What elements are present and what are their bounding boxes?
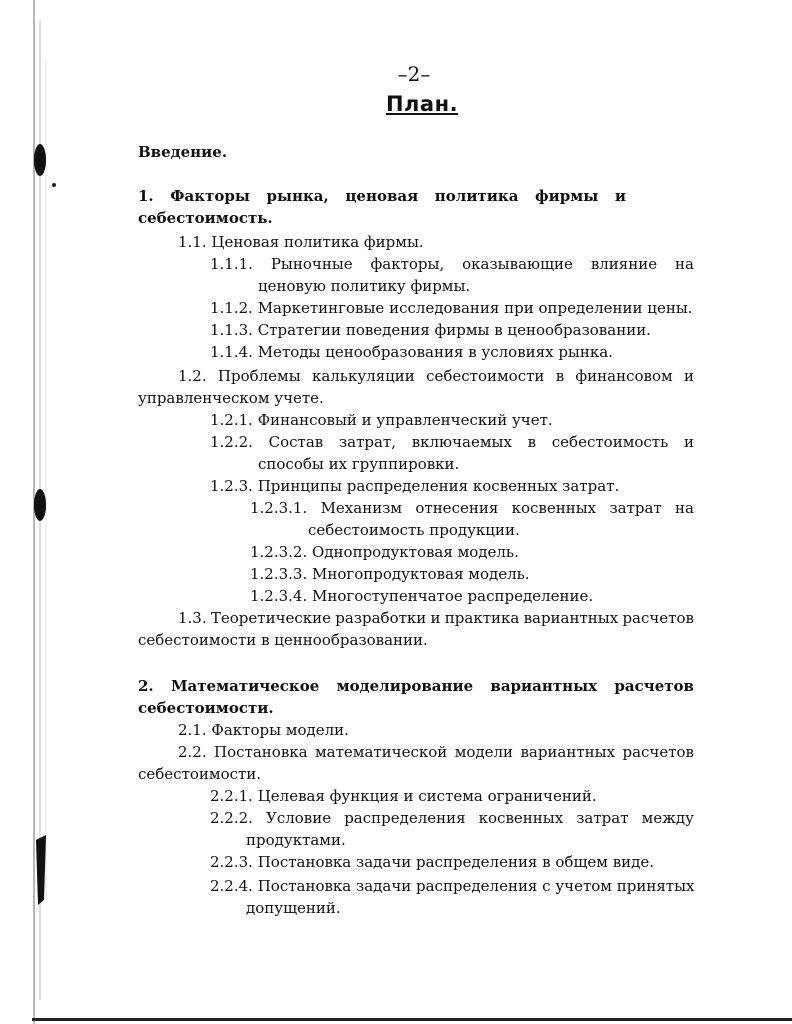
toc-item-1-2-3: 1.2.3. Принципы распределения косвенных затрат. — [210, 477, 620, 495]
toc-item-1-2-3-1-cont: себестоимость продукции. — [308, 521, 520, 539]
toc-item-2-2-1: 2.2.1. Целевая функция и система ограничений. — [210, 787, 597, 805]
toc-item-2-2-2: 2.2.2. Условие распределения косвенных затрат между — [210, 809, 694, 827]
toc-item-1-2: 1.2. Проблемы калькуляции себестоимости в финансовом и — [178, 367, 694, 385]
chapter1-heading-cont: себестоимость. — [138, 209, 273, 227]
chapter2-heading: 2. Математическое моделирование вариантных расчетов — [138, 677, 694, 695]
toc-item-1-1-4: 1.1.4. Методы ценообразования в условиях рынка. — [210, 343, 613, 361]
toc-item-2-1: 2.1. Факторы модели. — [178, 721, 349, 739]
toc-item-1-1-2: 1.1.2. Маркетинговые исследования при определении цены. — [210, 299, 693, 317]
toc-item-2-2: 2.2. Постановка математической модели вариантных расчетов — [178, 743, 694, 761]
toc-item-1-2-3-2: 1.2.3.2. Однопродуктовая модель. — [250, 543, 519, 561]
toc-item-2-2-cont: себестоимости. — [138, 765, 262, 783]
toc-item-1-2-3-4: 1.2.3.4. Многоступенчатое распределение. — [250, 587, 594, 605]
toc-item-1-2-3-3: 1.2.3.3. Многопродуктовая модель. — [250, 565, 530, 583]
toc-item-1-3-cont: себестоимости в ценнообразовании. — [138, 631, 428, 649]
toc-item-1-1-1: 1.1.1. Рыночные факторы, оказывающие влияние на — [210, 255, 694, 273]
toc-item-2-2-2-cont: продуктами. — [246, 831, 346, 849]
introduction-heading: Введение. — [138, 143, 228, 161]
toc-item-1-2-cont: управленческом учете. — [138, 389, 324, 407]
toc-item-2-2-4: 2.2.4. Постановка задачи распределения с учетом принятых — [210, 877, 695, 895]
toc-item-2-2-4-cont: допущений. — [246, 899, 341, 917]
chapter1-heading: 1. Факторы рынка, ценовая политика фирмы и — [138, 187, 626, 205]
toc-item-1-2-2-cont: способы их группировки. — [258, 455, 460, 473]
page-title: План. — [385, 92, 459, 116]
toc-item-2-2-3: 2.2.3. Постановка задачи распределения в общем виде. — [210, 853, 655, 871]
chapter2-heading-cont: себестоимости. — [138, 699, 274, 717]
toc-item-1-1-3: 1.1.3. Стратегии поведения фирмы в ценообразовании. — [210, 321, 651, 339]
page-number: –2– — [397, 62, 431, 86]
toc-item-1-1: 1.1. Ценовая политика фирмы. — [178, 233, 424, 251]
toc-item-1-2-3-1: 1.2.3.1. Механизм отнесения косвенных затрат на — [250, 499, 694, 517]
toc-item-1-1-1-cont: ценовую политику фирмы. — [258, 277, 471, 295]
toc-item-1-3: 1.3. Теоретические разработки и практика вариантных расчетов — [178, 609, 694, 627]
scan-edge-artifact — [0, 0, 60, 1024]
toc-item-1-2-1: 1.2.1. Финансовый и управленческий учет. — [210, 411, 553, 429]
page-bottom-edge — [32, 1018, 792, 1021]
toc-item-1-2-2: 1.2.2. Состав затрат, включаемых в себестоимость и — [210, 433, 694, 451]
